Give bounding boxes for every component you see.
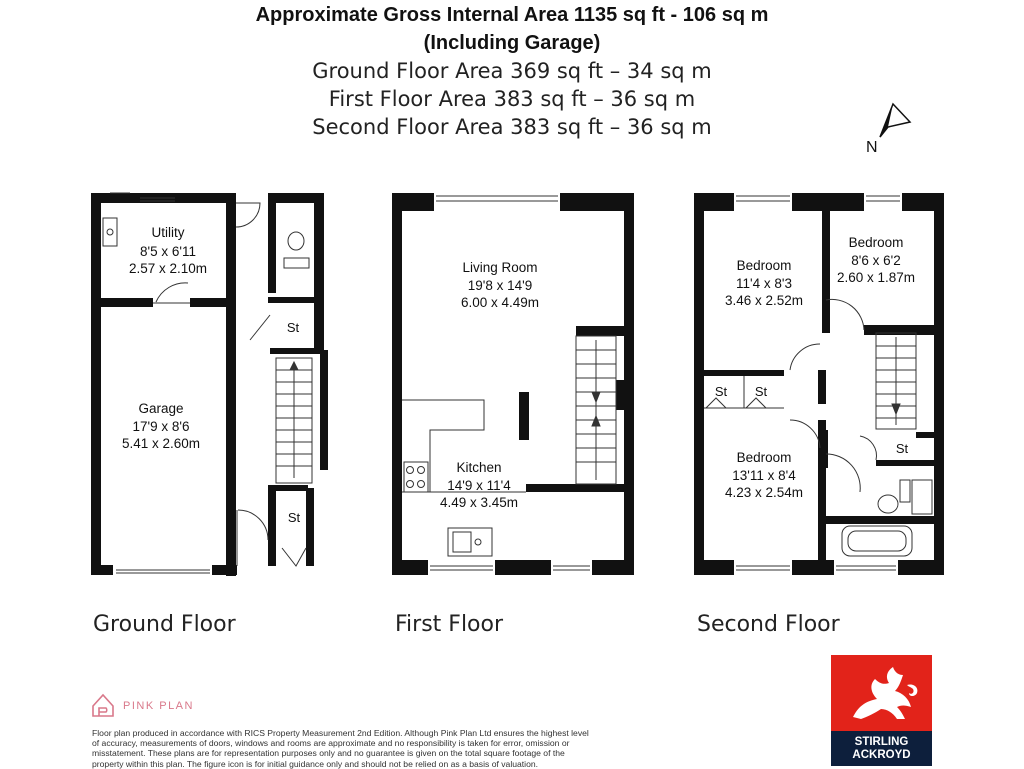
- ground-store-lower: St: [287, 510, 301, 525]
- stirling-ackroyd-logo: [831, 655, 932, 766]
- griffin-logo-panel: [831, 655, 932, 731]
- compass-label: N: [866, 139, 878, 156]
- second-floor-plan: [694, 193, 944, 575]
- garage-name: Garage: [138, 401, 184, 416]
- utility-name: Utility: [151, 225, 185, 240]
- bedroom-three-metric: 4.23 x 2.54m: [724, 485, 804, 500]
- griffin-logo-icon: [831, 655, 932, 731]
- pink-plan-house-icon: [93, 695, 113, 716]
- bedroom-two-name: Bedroom: [848, 235, 904, 250]
- ground-floor-label: Ground Floor: [93, 612, 236, 637]
- kitchen-metric: 4.49 x 3.45m: [439, 495, 519, 510]
- first-floor-area: First Floor Area 383 sq ft – 36 sq m: [328, 87, 696, 111]
- gross-area-subtitle: (Including Garage): [423, 32, 601, 54]
- living-room-metric: 6.00 x 4.49m: [460, 295, 540, 310]
- utility-imperial: 8'5 x 6'11: [140, 244, 196, 259]
- second-store-a: St: [714, 384, 728, 399]
- second-floor-area: Second Floor Area 383 sq ft – 36 sq m: [312, 115, 712, 139]
- gross-area-title: Approximate Gross Internal Area 1135 sq ft - 106 sq m: [255, 4, 769, 26]
- bedroom-three-imperial: 13'11 x 8'4: [732, 468, 796, 483]
- first-floor-plan: [392, 193, 634, 575]
- pink-plan-brand: PINK PLAN: [123, 700, 194, 712]
- second-floor-label: Second Floor: [697, 612, 840, 637]
- living-room-name: Living Room: [462, 260, 538, 275]
- ground-floor-area: Ground Floor Area 369 sq ft – 34 sq m: [312, 59, 712, 83]
- utility-metric: 2.57 x 2.10m: [128, 261, 208, 276]
- living-room-imperial: 19'8 x 14'9: [467, 278, 533, 293]
- disclaimer-text: Floor plan produced in accordance with RICS Property Measurement 2nd Edition. Although Pink Plan Ltd ensures the highest level of accuracy, measurements of doors, windows and rooms are approximate and no responsibility is taken for error, omission or misstatement. These plans are for representation purposes only and no guarantee is given on the total square footage of the property within this plan. The figure icon is for initial guidance only and should not be relied on as a basis of valuation.: [92, 728, 589, 769]
- bedroom-one-name: Bedroom: [736, 258, 792, 273]
- kitchen-name: Kitchen: [456, 460, 502, 475]
- north-arrow-icon: [866, 104, 910, 156]
- first-floor-label: First Floor: [395, 612, 504, 637]
- kitchen-imperial: 14'9 x 11'4: [447, 478, 511, 493]
- garage-imperial: 17'9 x 8'6: [132, 419, 190, 434]
- bedroom-one-imperial: 11'4 x 8'3: [736, 276, 792, 291]
- bedroom-two-metric: 2.60 x 1.87m: [836, 270, 916, 285]
- ground-floor-fixtures: [103, 193, 312, 573]
- bedroom-two-imperial: 8'6 x 6'2: [851, 253, 901, 268]
- second-store-c: St: [895, 441, 909, 456]
- agent-name-line2: ACKROYD: [852, 749, 911, 761]
- ground-store-upper: St: [286, 320, 300, 335]
- first-floor-fixtures: [402, 196, 616, 570]
- agent-name: [831, 731, 932, 766]
- bedroom-one-metric: 3.46 x 2.52m: [724, 293, 804, 308]
- bedroom-three-name: Bedroom: [736, 450, 792, 465]
- garage-metric: 5.41 x 2.60m: [121, 436, 201, 451]
- agent-name-line1: STIRLING: [854, 736, 909, 748]
- second-store-b: St: [754, 384, 768, 399]
